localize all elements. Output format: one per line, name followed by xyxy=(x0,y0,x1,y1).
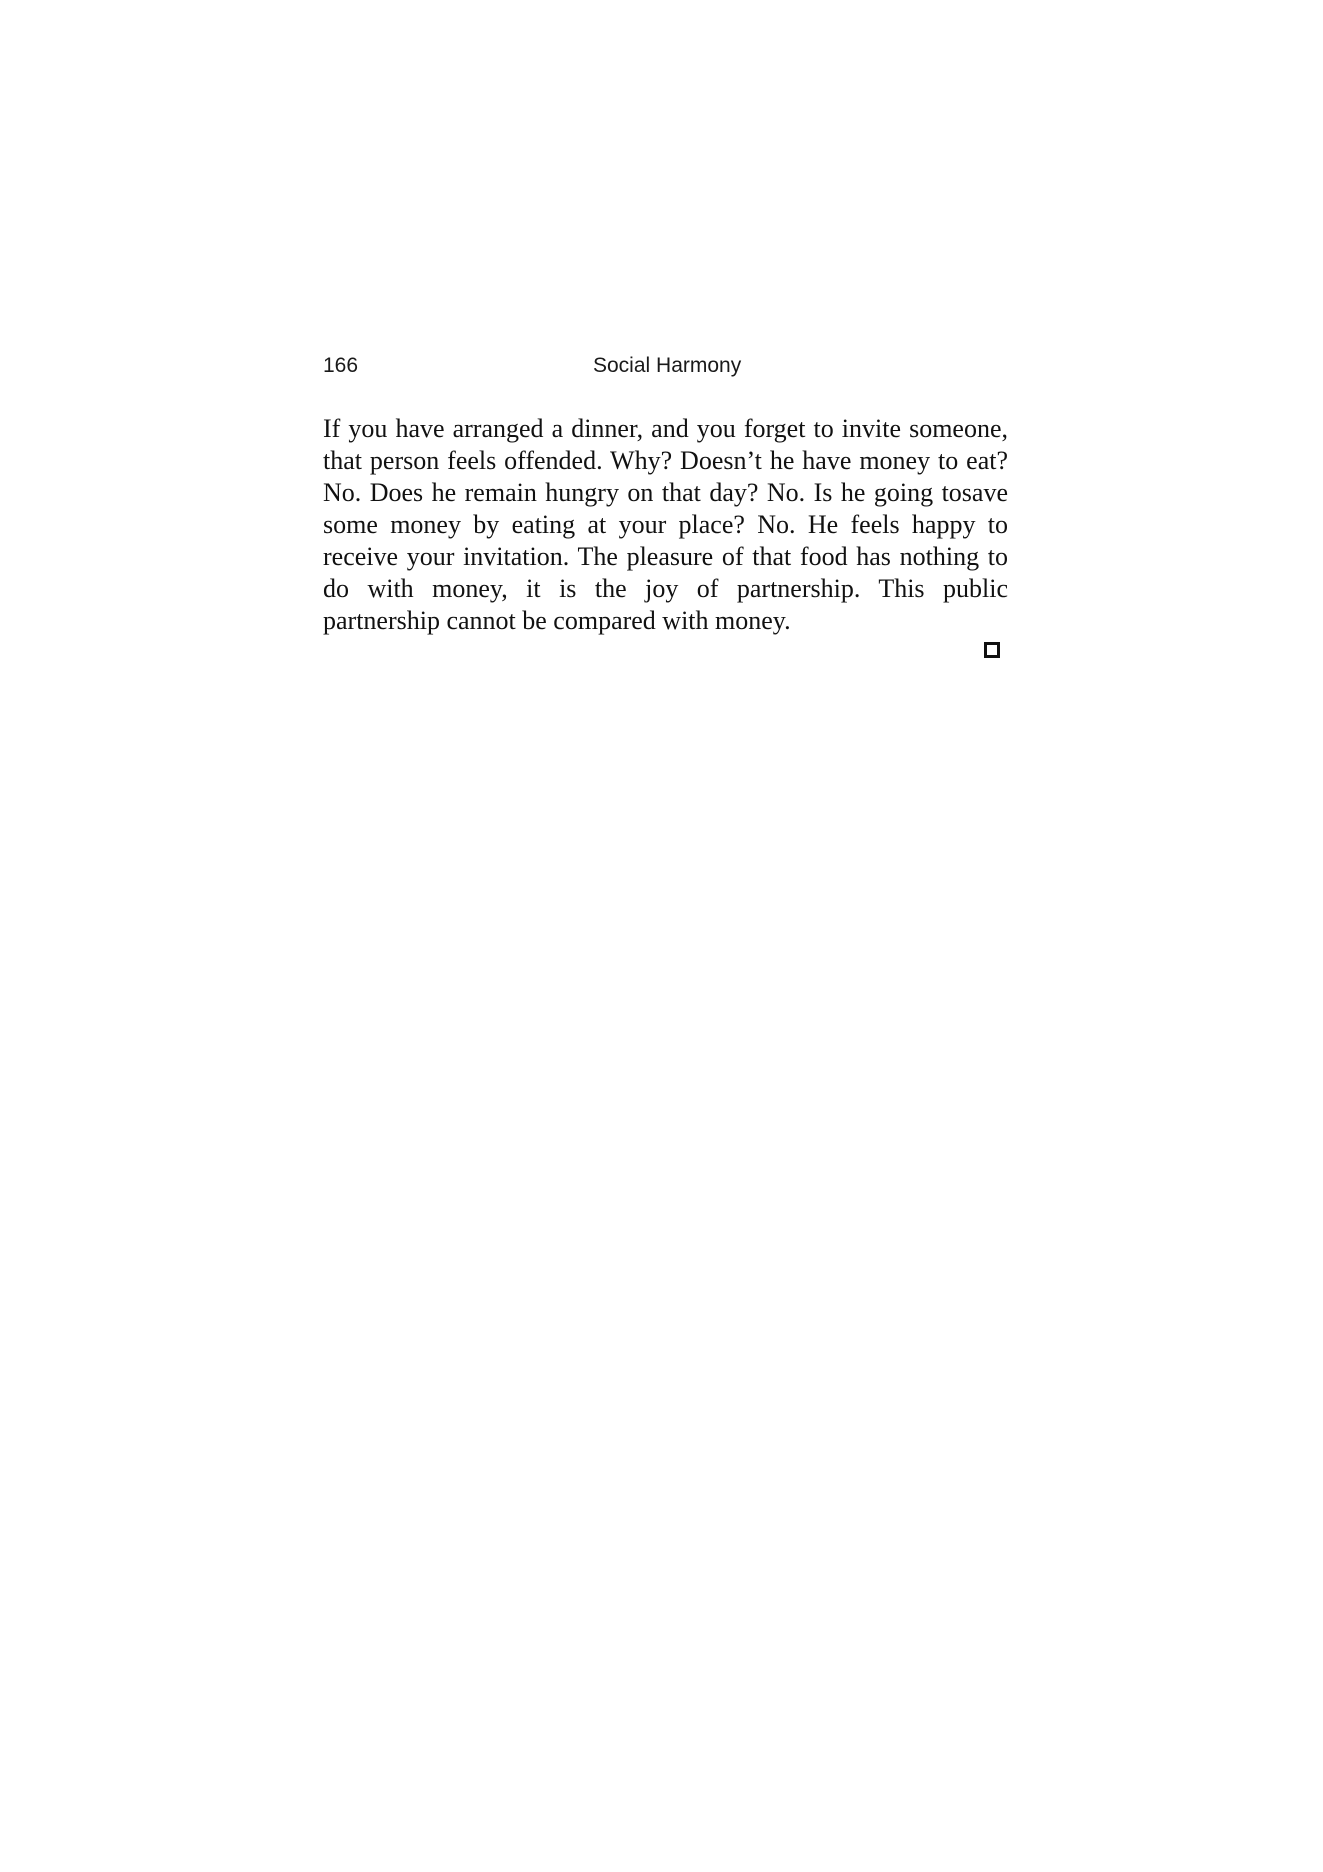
hollow-square-icon xyxy=(984,642,1000,658)
running-title: Social Harmony xyxy=(593,354,742,377)
body-paragraph: If you have arranged a dinner, and you forget to invite someone, that person feels offended. Why? Doesn’t he have money to eat? No. Does he remain hungry on that day? No. Is he going tosave some money by eating at your place? No. He feels happy to receive your invitation. The pleasure of that food has nothing to do with money, it is the joy of partnership. This public partnership cannot be compared with money. xyxy=(323,414,1008,635)
page-number: 166 xyxy=(323,354,359,377)
running-head xyxy=(323,354,1008,380)
